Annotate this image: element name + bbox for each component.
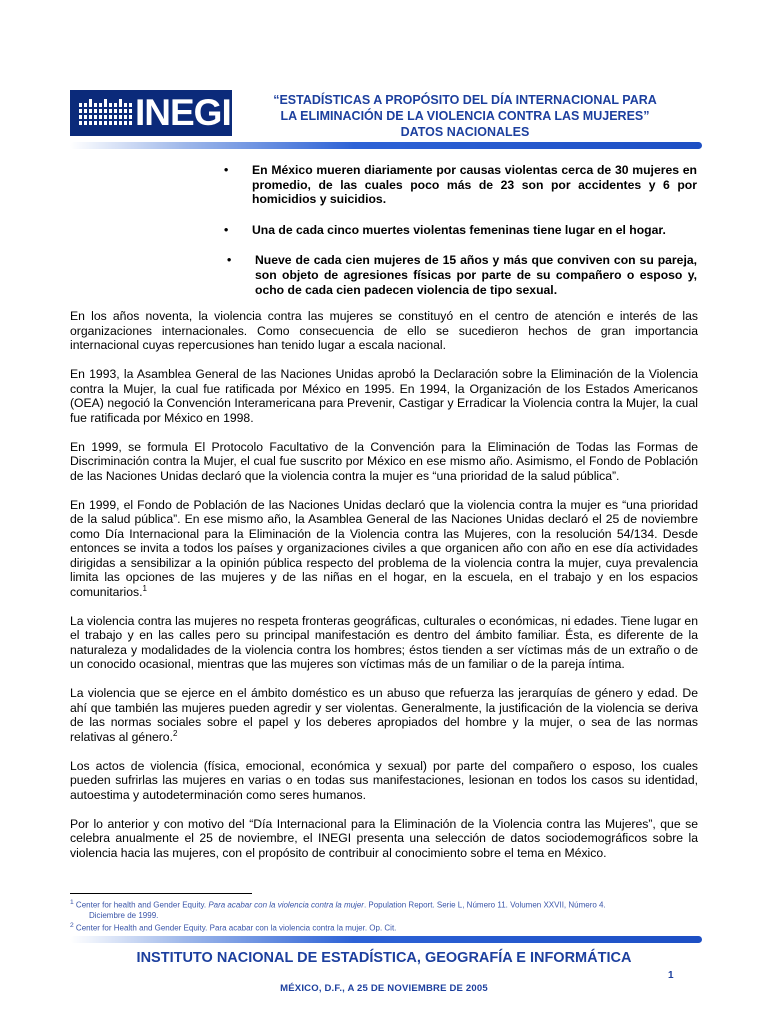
- footnote-2: [70, 921, 698, 934]
- highlight-text: Nueve de cada cien mujeres de 15 años y más que conviven con su pareja, son objeto de agresiones físicas por parte de su compañero o esposo y, ocho de cada cien padecen violencia de tipo sexual.: [255, 253, 697, 297]
- page-number: 1: [668, 970, 674, 981]
- paragraph: La violencia contra las mujeres no respeta fronteras geográficas, culturales o económicas, ni edades. Tiene lugar en el trabajo y en las calles pero su principal manifestación es dentro del ámbito familiar. Ésta, es diferente de la naturaleza y modalidades de la violencia contra los hombres; éstos tienden a ser víctimas más de un extraño o de un conocido ocasional, mientras que las mujeres son víctimas más de un familiar o de la pareja íntima.: [70, 613, 698, 671]
- dateline: MÉXICO, D.F., A 25 DE NOVIEMBRE DE 2005: [280, 983, 488, 994]
- paragraph-text: La violencia que se ejerce en el ámbito doméstico es un abuso que refuerza las jerarquías de género y edad. De ahí que también las mujeres pueden agredir y ser violentas. Generalmente, la justificación de la violencia se deriva de las normas sociales sobre el papel y los deberes apropiados del hombre y la mujer, o sea de las normas relativas al género.: [70, 686, 698, 744]
- institute-name: INSTITUTO NACIONAL DE ESTADÍSTICA, GEOGRAFÍA E INFORMÁTICA: [136, 950, 632, 966]
- title-line: “ESTADÍSTICAS A PROPÓSITO DEL DÍA INTERNACIONAL PARA: [273, 93, 657, 107]
- logo-wordmark: INEGI: [135, 92, 231, 133]
- title-subline: DATOS NACIONALES: [400, 125, 530, 139]
- footnote-ref: 2: [172, 728, 178, 738]
- footnote-number: 2: [70, 921, 74, 929]
- highlight-item: [224, 223, 697, 238]
- inegi-logo: [70, 90, 232, 136]
- paragraph: En 1999, se formula El Protocolo Facultativo de la Convención para la Eliminación de Todas las Formas de Discriminación contra la Mujer, el cual fue suscrito por México en ese mismo año. Asimismo, el Fondo de Población de las Naciones Unidas declaró que la violencia contra la mujer es “una prioridad de la salud pública”.: [70, 439, 698, 483]
- header-rule: [70, 142, 702, 149]
- body-text: [70, 309, 698, 875]
- footnote-text: Center for health and Gender Equity.: [73, 900, 209, 910]
- highlight-text: Una de cada cinco muertes violentas femeninas tiene lugar en el hogar.: [252, 222, 666, 237]
- footnote-number: 1: [70, 899, 74, 906]
- highlight-item: [224, 163, 697, 207]
- footnote-text: Center for Health and Gender Equity. Para acabar con la violencia contra la mujer. Op. Cit.: [73, 923, 397, 933]
- footnote-divider: [70, 893, 252, 894]
- paragraph: En 1993, la Asamblea General de las Naciones Unidas aprobó la Declaración sobre la Eliminación de la Violencia contra la Mujer, la cual fue ratificada por México en 1995. En 1994, la Organización de los Estados Americanos (OEA) negoció la Convención Interamericana para Prevenir, Castigar y Erradicar la Violencia contra la Mujer, la cual fue ratificada por México en 1998.: [70, 367, 698, 425]
- document-title: [250, 92, 680, 140]
- footer-rule: [70, 936, 702, 943]
- footnote-title: Para acabar con la violencia contra la mujer: [208, 900, 364, 910]
- logo-bars-icon: [77, 95, 137, 131]
- title-line: LA ELIMINACIÓN DE LA VIOLENCIA CONTRA LAS MUJERES”: [280, 109, 650, 123]
- bullet-icon: •: [224, 163, 229, 177]
- paragraph: [70, 686, 698, 744]
- paragraph-text: En 1999, el Fondo de Población de las Naciones Unidas declaró que la violencia contra la mujer es “una prioridad de la salud pública”. En ese mismo año, la Asamblea General de las Naciones Unidas declaró el 25 de noviembre como Día Internacional para la Eliminación de la Violencia contra las Mujeres, con la resolución 54/134. Desde entonces se invita a todos los países y organizaciones civiles a que organicen año con año en ese día actividades dirigidas a sensibilizar a la opinión pública respecto del problema de la violencia contra la mujer, cuya prevalencia limita las opciones de las mujeres y de las niñas en el hogar, en la escuela, en el trabajo y en los espacios comunitarios.: [70, 497, 698, 599]
- paragraph: Los actos de violencia (física, emocional, económica y sexual) por parte del compañero o esposo, los cuales pueden sufrirlas las mujeres en varias o en todas sus manifestaciones, lesionan en todos los casos su identidad, autoestima y autodeterminación como seres humanos.: [70, 758, 698, 802]
- highlights-list: [224, 163, 697, 313]
- paragraph: [70, 498, 698, 600]
- paragraph: Por lo anterior y con motivo del “Día Internacional para la Eliminación de la Violencia contra las Mujeres”, que se celebra anualmente el 25 de noviembre, el INEGI presenta una selección de datos sociodemográficos sobre la violencia hacia las mujeres, con el propósito de contribuir al conocimiento sobre el tema en México.: [70, 816, 698, 860]
- footnote-1-continued: Diciembre de 1999.: [89, 910, 159, 920]
- footnotes: [70, 898, 698, 933]
- bullet-icon: •: [227, 253, 232, 268]
- footnote-text: . Population Report. Serie L, Número 11. Volumen XXVII, Número 4.: [363, 900, 606, 910]
- highlight-item: [227, 253, 697, 297]
- footnote-1: [70, 898, 698, 911]
- highlight-text: En México mueren diariamente por causas violentas cerca de 30 mujeres en promedio, de las cuales poco más de 23 son por accidentes y 6 por homicidios y suicidios.: [252, 163, 697, 207]
- footnote-ref: 1: [142, 583, 147, 593]
- bullet-icon: •: [224, 222, 229, 237]
- paragraph: En los años noventa, la violencia contra las mujeres se constituyó en el centro de atención e interés de las organizaciones internacionales. Como consecuencia de ello se sucedieron hechos de gran importancia internacional cuyas repercusiones han tenido lugar a escala nacional.: [70, 309, 698, 352]
